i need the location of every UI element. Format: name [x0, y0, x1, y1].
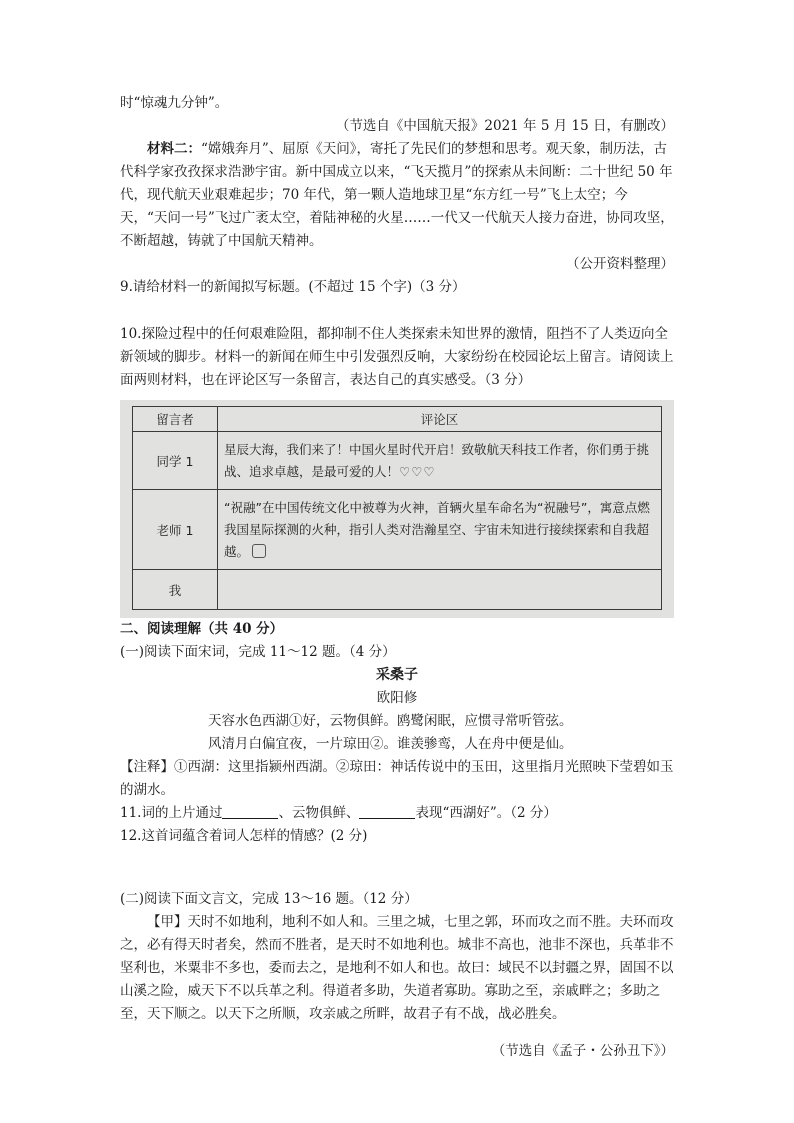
material1-tail: 时“惊魂九分钟”。	[120, 95, 229, 111]
comment-body: 星辰大海，我们来了！中国火星时代开启！致敬航天科技工作者，你们勇于挑战、追求卓越，是最可爱的人！	[224, 441, 650, 479]
poem-line-2: 风清月白偏宜夜，一片琼田②。谁羡骖鸾，人在舟中便是仙。	[208, 736, 573, 752]
section-2-heading: 二、阅读理解（共 40 分）	[120, 621, 284, 637]
answer-blank-1	[222, 804, 278, 819]
header-comment-area: 评论区	[218, 407, 662, 432]
answer-blank-2	[359, 804, 415, 819]
source-note-3: （节选自《孟子・公孙丑下》）	[491, 1043, 674, 1059]
q11-prefix: 11.词的上片通过	[120, 805, 223, 821]
source-note-1: （节选自《中国航天报》2021 年 5 月 15 日，有删改）	[335, 118, 674, 134]
question-11	[120, 802, 674, 825]
material2-text: “嫦娥奔月”、屈原《天问》，寄托了先民们的梦想和思考。观天象，制历法，古代科学家孜孜探求浩渺宇宙。新中国成立以来，“飞天揽月”的探索从未间断：二十世纪 50 年代，现代航天业艰难起步；70 年代，第一颗人造地球卫星“东方红一号”飞上太空；今天，“天问一号”飞过广袤太空，着陆神秘的火星……一代又一代航天人接力奋进，协同攻坚，不断超越，铸就了中国航天精神。	[120, 141, 674, 249]
commenter-name: 老师 1	[133, 490, 218, 570]
comment-text	[218, 432, 662, 490]
classical-text: 【甲】天时不如地利，地利不如人和。三里之城，七里之郭，环而攻之而不胜。夫环而攻之，必有得天时者矣，然而不胜者，是天时不如地利也。城非不高也，池非不深也，兵革非不坚利也，米粟非不多也，委而去之，是地利不如人和也。故曰：域民不以封疆之界，固国不以山溪之险，威天下不以兵革之利。得道者多助，失道者寡助。寡助之至，亲戚畔之；多助之至，天下顺之。以天下之所顺，攻亲戚之所畔，故君子有不战，战必胜矣。	[120, 914, 674, 1022]
table-header-row	[133, 407, 662, 432]
subsection-2-heading: (二)阅读下面文言文，完成 13～16 题。（12 分）	[120, 891, 418, 907]
table-row	[133, 490, 662, 570]
source-note-2: （公开资料整理）	[566, 256, 674, 272]
question-10: 10.探险过程中的任何艰难险阻，都抑制不住人类探索未知世界的激情，阻挡不了人类迈向全新领域的脚步。材料一的新闻在师生中引发强烈反响，大家纷纷在校园论坛上留言。请阅读上面两则材料，也在评论区写一条留言，表达自己的真实感受。（3 分）	[120, 326, 674, 388]
table-row	[133, 432, 662, 490]
comment-text	[218, 490, 662, 570]
comment-body: “祝融”在中国传统文化中被尊为火神，首辆火星车命名为“祝融号”，寓意点燃我国星际探测的火种，指引人类对浩瀚星空、宇宙未知进行接续探索和自我超越。	[224, 499, 650, 559]
comment-table-photo	[120, 400, 674, 618]
poem-title: 采桑子	[376, 667, 418, 683]
heart-icon: ♡♡♡	[399, 463, 436, 479]
header-commenter: 留言者	[133, 407, 218, 432]
material2-label: 材料二：	[147, 141, 201, 157]
comment-table	[132, 406, 662, 610]
poem-line-1: 天容水色西湖①好，云物俱鲜。鸥鹭闲眠，应惯寻常听管弦。	[208, 713, 573, 729]
material2-paragraph	[120, 138, 674, 253]
q11-suffix: 表现“西湖好”。（2 分）	[415, 805, 557, 821]
q11-middle: 、云物俱鲜、	[278, 805, 360, 821]
poem-annotation: 【注释】①西湖：这里指颍州西湖。②琼田：神话传说中的玉田，这里指月光照映下莹碧如玉的湖水。	[120, 759, 674, 798]
table-row	[133, 570, 662, 610]
question-9: 9.请给材料一的新闻拟写标题。(不超过 15 个字)（3 分）	[120, 279, 466, 295]
commenter-name: 同学 1	[133, 432, 218, 490]
thumbs-up-icon	[252, 544, 266, 558]
comment-answer-blank	[218, 570, 662, 610]
question-12: 12.这首词蕴含着词人怎样的情感？(2 分)	[120, 828, 368, 844]
commenter-name: 我	[133, 570, 218, 610]
exam-page	[120, 92, 674, 1063]
poem-author: 欧阳修	[376, 690, 418, 706]
subsection-1-heading: (一)阅读下面宋词，完成 11～12 题。（4 分）	[120, 644, 396, 660]
